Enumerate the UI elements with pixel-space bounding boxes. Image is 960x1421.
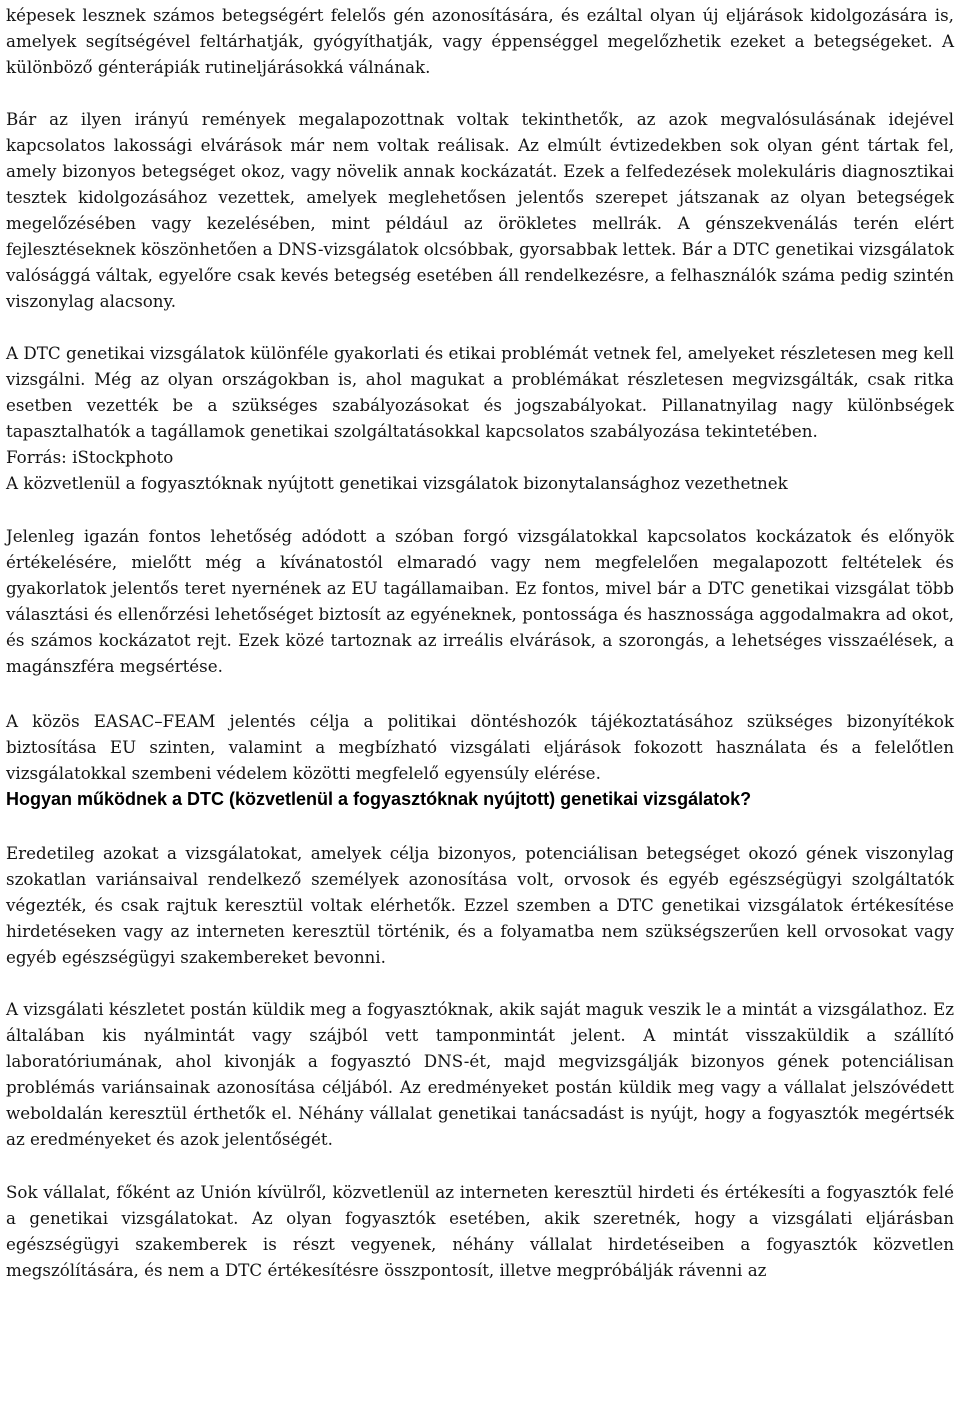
paragraph: A vizsgálati készletet postán küldik meg a fogyasztóknak, akik saját maguk veszik le a mintát a vizsgálathoz. Ez általában kis nyálmintát vagy szájból vett tamponmintát jelent. A mintát visszaküldik a szállító laboratóriumának, ahol kivonják a fogyasztó DNS-ét, majd megvizsgálják bizonyos gének potenciálisan problémás variánsainak azonosítása céljából. Az eredményeket postán küldik meg vagy a vállalat jelszóvédett weboldalán keresztül érthetők el. Néhány vállalat genetikai tanácsadást is nyújt, hogy a fogyasztók megértsék az eredményeket és azok jelentőségét. (6, 999, 954, 1149)
image-source: Forrás: iStockphoto (6, 447, 174, 467)
paragraph: Eredetileg azokat a vizsgálatokat, amelyek célja bizonyos, potenciálisan betegséget okozó gének viszonylag szokatlan variánsaival rendelkező személyek azonosítása volt, orvosok és egyéb egészségügyi szolgáltatók végezték, és csak rajtuk keresztül voltak elérhetők. Ezzel szemben a DTC genetikai vizsgálatok értékesítése hirdetéseken vagy az interneten keresztül történik, és a folyamatba nem szükségszerűen kell orvosokat vagy egyéb egészségügyi szakembereket bevonni. (6, 843, 954, 967)
caption-text: A közvetlenül a fogyasztóknak nyújtott genetikai vizsgálatok bizonytalansághoz vezethetnek (6, 473, 788, 493)
image-caption (6, 444, 954, 496)
paragraph: Jelenleg igazán fontos lehetőség adódott a szóban forgó vizsgálatokkal kapcsolatos kockázatok és előnyök értékelésére, mielőtt még a kívánatostól elmaradó vagy nem megfelelően megalapozott feltételek és gyakorlatok jelentős teret nyernének az EU tagállamaiban. Ez fontos, mivel bár a DTC genetikai vizsgálat több választási és ellenőrzési lehetőséget biztosít az egyéneknek, pontossága és hasznossága aggodalmakra ad okot, és számos kockázatot rejt. Ezek közé tartoznak az irreális elvárások, a szorongás, a lehetséges visszaélések, a magánszféra megsértése. (6, 526, 954, 676)
paragraph: képesek lesznek számos betegségért felelős gén azonosítására, és ezáltal olyan új eljárások kidolgozására is, amelyek segítségével feltárhatják, gyógyíthatják, vagy éppenséggel megelőzhetik ezeket a betegségeket. A különböző génterápiák rutineljárásokká válnának. (6, 5, 954, 77)
paragraph: A közös EASAC–FEAM jelentés célja a politikai döntéshozók tájékoztatásához szükséges bizonyítékok biztosítása EU szinten, valamint a megbízható vizsgálati eljárások fokozott használata és a felelőtlen vizsgálatokkal szembeni védelem közötti megfelelő egyensúly elérése. (6, 711, 954, 783)
paragraph: Bár az ilyen irányú remények megalapozottnak voltak tekinthetők, az azok megvalósulásának idejével kapcsolatos lakossági elvárások már nem voltak reálisak. Az elmúlt évtizedekben sok olyan gént tártak fel, amely bizonyos betegséget okoz, vagy növelik annak kockázatát. Ezek a felfedezések molekuláris diagnosztikai tesztek kidolgozásához vezettek, amelyek meglehetősen jelentős szerepet játszanak az olyan betegségek megelőzésében vagy kezelésében, mint például az örökletes mellrák. A génszekvenálás terén elért fejlesztéseknek köszönhetően a DNS-vizsgálatok olcsóbbak, gyorsabbak lettek. Bár a DTC genetikai vizsgálatok valósággá váltak, egyelőre csak kevés betegség esetében áll rendelkezésre, a felhasználók száma pedig szintén viszonylag alacsony. (6, 109, 954, 311)
document-page (6, 2, 954, 1283)
section-heading: Hogyan működnek a DTC (közvetlenül a fogyasztóknak nyújtott) genetikai vizsgálatok? (6, 789, 752, 809)
paragraph: Sok vállalat, főként az Unión kívülről, közvetlenül az interneten keresztül hirdeti és értékesíti a fogyasztók felé a genetikai vizsgálatokat. Az olyan fogyasztók esetében, akik szeretnék, hogy a vizsgálati eljárásban egészségügyi szakemberek is részt vegyenek, néhány vállalat hirdetéseiben a fogyasztók közvetlen megszólítására, és nem a DTC értékesítésre összpontosít, illetve megpróbálják rávenni az (6, 1182, 954, 1280)
paragraph: A DTC genetikai vizsgálatok különféle gyakorlati és etikai problémát vetnek fel, amelyeket részletesen meg kell vizsgálni. Még az olyan országokban is, ahol magukat a problémákat részletesen megvizsgálták, csak ritka esetben vezették be a szükséges szabályozásokat és jogszabályokat. Pillanatnyilag nagy különbségek tapasztalhatók a tagállamok genetikai szolgáltatásokkal kapcsolatos szabályozása tekintetében. (6, 343, 954, 441)
